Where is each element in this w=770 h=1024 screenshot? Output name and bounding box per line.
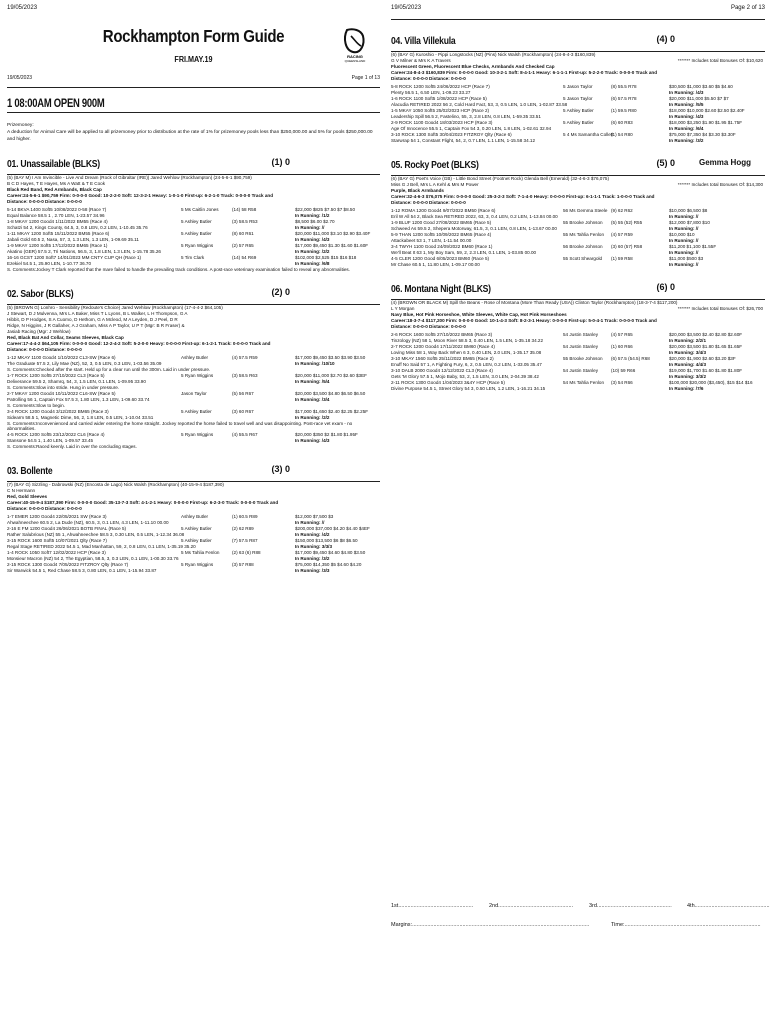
run-details: 4-5 ROCK 1200 Soft5 23/12/2022 CL6 (Race 4) bbox=[7, 432, 105, 438]
run-jockey: 5 Ashley Butler bbox=[181, 526, 212, 532]
in-running: In Running: 2/2/1 bbox=[669, 338, 707, 343]
divider bbox=[7, 174, 380, 175]
run-details: 2-11 ROCK 1300 Good4 1/04/2023 3&4Y HCP (Race 5) bbox=[391, 380, 505, 385]
run-result: Plenty 56.5 1, 6.50 LEN, 1-09.23 33.27 bbox=[391, 90, 471, 95]
run-prize-odds: $102,000 $2,525 $15 $16 $18 bbox=[295, 254, 357, 260]
run-result: Equal Balance 58.5 1 , 2.70 LEN, 1-23.57 34.96 bbox=[7, 212, 105, 218]
run-result-row bbox=[7, 415, 380, 421]
margins-line: Margins:.................................................................................................................... bbox=[391, 922, 590, 928]
run-prize-odds: $17,000 $9,450 $4.60 $4.80 $3.50 bbox=[295, 550, 366, 556]
run-details: 3-10 MKAY 1560 Soft5 25/11/2022 BM65 (Race 2) bbox=[391, 356, 494, 361]
run-barrier-weight: (1) 59 R58 bbox=[611, 256, 633, 261]
run-details: 1-9 BLUF 1200 Good 27/08/2022 BM65 (Race 5) bbox=[391, 220, 492, 225]
in-running: In Running: /4/2 bbox=[295, 532, 330, 538]
horse-info-line: Distance: 0-0-0-0 Distance: 0-0-0-0 bbox=[391, 200, 466, 205]
run-prize-odds: $150,000 $13,500 $6 $8 $6.50 bbox=[295, 538, 358, 544]
run-details: 1-6 ROCK 1100 Soft5 1/08/2022 HCP (Race 5) bbox=[391, 96, 487, 101]
barrier-weight: (2) 0 bbox=[271, 286, 290, 297]
run-barrier-weight: (3) 58.5 R53 bbox=[232, 218, 258, 224]
bonus-note: ******* Includes total Bonuses Of: $14,300 bbox=[677, 182, 763, 187]
run-jockey: 5 Ashley Butler bbox=[181, 538, 212, 544]
header-date: 19/05/2023 bbox=[7, 5, 38, 11]
page-header bbox=[391, 5, 765, 16]
divider bbox=[391, 51, 765, 52]
run-jockey: 5 Jason Taylor bbox=[563, 84, 593, 89]
run-row bbox=[7, 444, 380, 450]
run-result: Rather Salubrious (NZ) 55 1, Ahwahneechee 58.5 3, 0.30 LEN, 0.5 LEN, 1-12.34 36.08 bbox=[7, 532, 185, 538]
in-running: In Running: // bbox=[295, 520, 325, 526]
run-details: 1-7 ROCK 1200 Soft5 27/10/2022 CL3 (Race 5) bbox=[7, 372, 105, 378]
run-details: S. Comments:Slow to begin. bbox=[7, 402, 65, 408]
run-barrier-weight: (1) 60 R66 bbox=[611, 344, 633, 349]
in-running: In Running: /4/3 bbox=[669, 90, 704, 95]
in-running: In Running: /6/8 bbox=[295, 260, 330, 266]
in-running: In Running: /1/2 bbox=[295, 212, 330, 218]
in-running: In Running: // bbox=[669, 250, 699, 255]
in-running: In Running: // bbox=[295, 224, 325, 230]
run-prize-odds: $8,500 $6.00 $2.70 bbox=[295, 218, 335, 224]
run-barrier-weight: (4) 57 R65 bbox=[611, 332, 633, 337]
run-jockey: 5 Ashley Butler bbox=[181, 218, 212, 224]
run-result: Tinzology (NZ) 58 1, Moon River 58.5 3, 0.40 LEN, 1.5 LEN, 1-35.18 34.22 bbox=[391, 338, 544, 343]
run-result: Gets 'M Glory 57.5 1, Mojo Baby, 53, 2, 1.5 LEN, 3.0 LEN, 2-04.39 38.42 bbox=[391, 374, 539, 379]
run-details: 2-6 ROCK 1600 Soft5 27/10/2022 BM65 (Race 3) bbox=[391, 332, 493, 337]
run-details: 3-15 ROCK 1600 Soft5 10/07/2021 Qlty (Race 7) bbox=[7, 538, 107, 544]
barrier-weight: (3) 0 bbox=[271, 464, 290, 475]
run-details: 1-11 MKAY 1200 Soft5 15/11/2022 BM55 (Race 6) bbox=[7, 230, 110, 236]
prizemoney-detail: A deduction for Animal Care will be applied to all prizemoney prior to distribution at the rate of 1% for prizemoney pools less than $250,000.00 and 5% for pools $250,000.00 and higher. bbox=[7, 130, 373, 142]
run-result: Attackabeet 53 1, 7 LEN, 1-11.54 00.00 bbox=[391, 238, 472, 243]
run-jockey: 5 Ryan Wiggins bbox=[181, 242, 214, 248]
divider bbox=[391, 175, 765, 176]
run-result: Akatino (GER) 57.5 2, Tri Nations, 56.5, 3, 1.8 LEN, 1.3 LEN, 1-15.78 35.26 bbox=[7, 248, 161, 254]
run-details: 3-4 ROCK 1200 Good4 3/12/2022 BM65 (Race 3) bbox=[7, 408, 109, 414]
run-barrier-weight: (1) 59.5 R80 bbox=[611, 108, 637, 113]
run-prize-odds: $12,000 $7,800 $10 bbox=[669, 220, 710, 225]
run-details: 3-10 DALB 2000 Good4 12/12/2022 CL3 (Race 4) bbox=[391, 368, 493, 373]
run-barrier-weight: (2) 63 (6) R88 bbox=[232, 550, 261, 556]
horse-info-line: C N Hermann bbox=[7, 488, 36, 494]
divider bbox=[391, 19, 765, 20]
run-barrier-weight: (6) 60 R83 bbox=[611, 120, 633, 125]
margins-time-footer bbox=[391, 922, 765, 930]
run-barrier-weight: (1) 54 R80 bbox=[611, 132, 633, 137]
page-info-row bbox=[7, 75, 380, 86]
run-jockey: 54 Justin Stanley bbox=[563, 344, 598, 349]
run-result: Ezekiel 54.5 1, 25.90 LEN, 1-10.77 36.70 bbox=[7, 260, 92, 266]
run-barrier-weight: (3) 54 R66 bbox=[611, 380, 633, 385]
guide-title: Rockhampton Form Guide bbox=[102, 26, 285, 46]
run-prize-odds: $10,000 $10 bbox=[669, 232, 695, 237]
bonus-note: ******* Includes total Bonuses Of: $26,700 bbox=[677, 306, 763, 311]
run-jockey: 5 Jason Taylor bbox=[563, 96, 593, 101]
divider bbox=[7, 481, 380, 482]
owner-line bbox=[391, 58, 765, 64]
horse-info-line: Purple, Black Armbands bbox=[391, 188, 444, 193]
in-running: In Running: /10/10 bbox=[295, 360, 335, 366]
run-jockey: 55 Scott Sheargold bbox=[563, 256, 603, 261]
place-1st: 1st................................................. bbox=[391, 903, 474, 909]
place-2nd: 2nd................................................. bbox=[489, 903, 574, 909]
horse-info-line: Jasiab Racing (Mgr: J Wehlow) bbox=[7, 328, 71, 334]
run-prize-odds: $20,000 $3,500 $1.80 $1.65 $1.65F bbox=[669, 344, 743, 349]
horse-name: 04. Villa Villekula bbox=[391, 35, 456, 47]
page-number: Page 2 of 13 bbox=[730, 5, 765, 11]
in-running: In Running: 3/3/2 bbox=[669, 374, 707, 379]
svg-text:QUEENSLAND: QUEENSLAND bbox=[344, 59, 366, 63]
horse-name: 05. Rocky Poet (BLKS) bbox=[391, 159, 479, 171]
run-details: 5-14 BKVA 1400 Soft5 10/08/2022 0-58 (Race 7) bbox=[7, 206, 107, 212]
run-result: Monsieur Macron (NZ) 54 2, The Egyptian, 58.5, 3, 0.3 LEN, 0.1 LEN, 1-00.30 33.76 bbox=[7, 556, 179, 562]
run-result-row bbox=[391, 138, 765, 144]
run-result: Regal Stage RETIRED 2022 54.5 1, Mad Manhattan, 59, 2, 0.8 LEN, 0.1 LEN, 1-35.19 35.20 bbox=[7, 544, 196, 550]
owner-name: L Y Morgan bbox=[391, 306, 415, 311]
right-horse-list bbox=[391, 32, 765, 392]
run-barrier-weight: (14) 58 R58 bbox=[232, 206, 257, 212]
run-prize-odds: $20,000 $11,000 $2.70 $2.60 $3EF bbox=[295, 372, 367, 378]
run-prize-odds: $18,000 $3,250 $1.90 $1.95 $1.75F bbox=[669, 120, 743, 125]
run-prize-odds: $30,500 $1,000 $3.60 $5 $4.60 bbox=[669, 84, 733, 89]
run-prize-odds: $11,000 $500 $3 bbox=[669, 256, 704, 261]
place-4th: 4th................................................. bbox=[687, 903, 770, 909]
run-details: 1-8 MKAY 1200 Good4 1/11/2022 BM55 (Race 4) bbox=[7, 218, 108, 224]
run-details: 4-5 CLER 1200 Good 6/05/2023 BM60 (Race 5) bbox=[391, 256, 490, 261]
page-1-column bbox=[7, 5, 380, 574]
run-details: 2-7 MKAY 1200 Good4 10/11/2022 CL6-SW (Race 5) bbox=[7, 390, 116, 396]
divider bbox=[7, 304, 380, 305]
run-barrier-weight: (14) 54 R69 bbox=[232, 254, 257, 260]
in-running: In Running: /2/2 bbox=[295, 414, 330, 420]
run-jockey: 5 Ms Tahlia Fenlon bbox=[181, 550, 220, 556]
in-running: In Running: /2/2 bbox=[295, 248, 330, 254]
run-barrier-weight: (5) 55 (52) R55 bbox=[611, 220, 643, 225]
prizemoney-label: Prizemoney: bbox=[7, 123, 34, 129]
run-details: S. Comments:Checked after the start. Held up for a clear run until the 300m. Laid in under pressure. bbox=[7, 366, 211, 372]
horse-name: 03. Bollente bbox=[7, 465, 53, 478]
svg-text:RACING: RACING bbox=[347, 54, 363, 59]
run-details: 2-9 ROCK 1100 Good4 18/03/2023 HCP (Race 3) bbox=[391, 120, 493, 125]
pedigree-line: (6) (BAY G) Poet's Voice (GB) - Little Bond Street (Footnet Rock) Glenda Bell (Emerald) (32-4-6-3 $76,075) bbox=[391, 176, 609, 181]
horse-info-line: J Stewart, D J Mulvenna, Mrs L A Baker, Miss T L Lyons, B L Walker, L H Thompson, G A bbox=[7, 310, 188, 316]
run-prize-odds: $20,000 $11,000 $5.50 $7 $7 bbox=[669, 96, 729, 101]
run-result: Sir Warwick 54.5 1, Red Chase 58.5 3, 0.80 LEN, 0.1 LEN, 1-15.94 33.87 bbox=[7, 568, 157, 574]
run-details: 2-7 ROCK 1200 Good4 17/11/2022 BM60 (Race 4) bbox=[391, 344, 495, 349]
race-heading: 1 08:00AM OPEN 900M bbox=[7, 97, 105, 110]
horse-info-line: Career:17-4-4-2 $64,105 Firm: 0-0-0-0 Good: 12-2-4-2 Soft: 5-2-0-0 Heavy: 0-0-0-0 First-up: 6-1-2-1 Track: 0-0-0-0 Track and bbox=[7, 340, 271, 346]
place-3rd: 3rd................................................. bbox=[589, 903, 672, 909]
run-barrier-weight: (3) 60 R67 bbox=[232, 408, 254, 414]
run-prize-odds: $20,000 $11,000 $3.10 $2.90 $3.40F bbox=[295, 230, 371, 236]
owner-line bbox=[391, 306, 765, 312]
in-running: In Running: // bbox=[669, 226, 699, 231]
run-jockey: 55 Brooke Johnson bbox=[563, 220, 603, 225]
page-2-column bbox=[391, 5, 765, 392]
in-running: In Running: 3/4/3 bbox=[669, 350, 707, 355]
horse-info-line: Black Red Band, Red Armbands, Black Cap bbox=[7, 186, 102, 192]
horse-info-line: Distance: 0-0-0-0 Distance: 0-0-0-0 bbox=[391, 324, 466, 329]
horse-info-line: Career:32-4-6-3 $76,075 Firm: 0-0-0-0 Good: 25-3-2-3 Soft: 7-1-4-0 Heavy: 0-0-0-0 First-up: 6-1-1-1 Track: 1-0-0-0 Track and bbox=[391, 194, 655, 199]
run-result: Stansone 54.5 1, 1.40 LEN, 1-09.57 33.45 bbox=[7, 438, 94, 444]
run-jockey: Ashley Butler bbox=[181, 354, 209, 360]
horse-name: 01. Unassailable (BLKS) bbox=[7, 157, 100, 170]
horse-info-line: Navy Blue, Hot Pink Horseshoe, White Sleeves, White Cap, Hot Pink Horseshoes bbox=[391, 312, 567, 317]
run-details: 1-9 MKAY 1200 Soft5 17/12/2022 BM65 (Race 1) bbox=[7, 242, 108, 248]
horse-header bbox=[391, 280, 765, 300]
horse-info-line: Career:24-5-6-1 $90,759 Firm: 0-0-0-0 Good: 10-2-2-0 Soft: 12-3-2-1 Heavy: 1-0-1-0 First-up: 6-2-1-0 Track: 0-0-0-0 Track and bbox=[7, 192, 274, 198]
horse-info-line: Red, Gold Sleeves bbox=[7, 494, 48, 500]
run-jockey: 55 Ms Tahlia Fenlon bbox=[563, 232, 605, 237]
horse-header bbox=[7, 462, 380, 482]
run-jockey: 5 Ashley Butler bbox=[181, 230, 212, 236]
in-running: In Running: /3/4 bbox=[295, 396, 330, 402]
run-jockey: Jason Taylor bbox=[181, 390, 207, 396]
run-result: We'll Beat It 63 1, My Boy Sam, 59, 2, 2.3 LEN, 0.1 LEN, 1-03.85 00.00 bbox=[391, 250, 537, 255]
run-barrier-weight: (3) 60 (57) R58 bbox=[611, 244, 643, 249]
run-result-row bbox=[391, 262, 765, 268]
run-result: Alacudia RETIRED 2022 56 2, Cold Hard Fact, 53, 3, 0.5 LEN, 1.0 LEN, 1-02.87 33.58 bbox=[391, 102, 568, 107]
run-prize-odds: $100,000 $20,000 ($3,450), $15 $14 $16 bbox=[669, 380, 753, 385]
placings-footer bbox=[391, 903, 770, 911]
run-result: Jabali Gold 60.5 2, Nasa, 57, 3, 1.3 LEN, 1.3 LEN, 1-09.69 35.11 bbox=[7, 236, 139, 242]
horse-header bbox=[391, 32, 765, 52]
in-running: In Running: 3/3/3 bbox=[295, 544, 333, 550]
horse-info-line: B C D Hayes, T E Hayes, Ms A Watt & T E Cook bbox=[7, 180, 106, 186]
run-jockey: 56 Brooke Johnson bbox=[563, 244, 603, 249]
owner-line bbox=[391, 182, 765, 188]
racing-queensland-logo bbox=[341, 26, 369, 64]
run-barrier-weight: (3) 57 R88 bbox=[232, 562, 254, 568]
run-result: Loving Miss 58 1, Way Back When 6 3, 0.40 LEN, 2.0 LEN, 1-35.17 35.08 bbox=[391, 350, 542, 355]
horse-info-line: (5) (BAY M) I Am Invincible - Live And Dream (Rock of Gibraltar (IRE)) Jared Wehlow (Rockhampton) (24-5-6-1 $90,759) bbox=[7, 174, 252, 180]
jockey-name: Gemma Hogg bbox=[698, 158, 751, 167]
run-result-row bbox=[391, 386, 765, 392]
horse-name: 06. Montana Night (BLKS) bbox=[391, 283, 491, 295]
run-result: Age Of Innocence 55.5 1, Captain Fox 54 3, 0.20 LEN, 1.8 LEN, 1-02.61 32.94 bbox=[391, 126, 552, 131]
run-prize-odds: $75,000 $14,350 $5 $4.60 $4.20 bbox=[295, 562, 362, 568]
run-jockey: 5 Ryan Wiggins bbox=[181, 372, 214, 378]
horse-info-line: Distance: 0-0-0-0 Distance: 0-0-0-0 bbox=[7, 506, 82, 512]
meeting-date: FRI.MAY.19 bbox=[174, 55, 213, 65]
run-prize-odds: $20,000 $3,500 $2.40 $2.80 $2.60F bbox=[669, 332, 743, 337]
run-jockey: 54 Justin Stanley bbox=[563, 332, 598, 337]
run-jockey: Ashley Butler bbox=[181, 514, 209, 520]
in-running: In Running: /4/3 bbox=[669, 114, 704, 119]
run-prize-odds: $18,000 $10,000 $2.60 $2.50 $2.40F bbox=[669, 108, 745, 113]
time-line: Time:......................................................................................... bbox=[611, 922, 761, 928]
run-barrier-weight: (10) 59 R66 bbox=[611, 368, 636, 373]
run-prize-odds: $22,000 $825 $7.50 $7 $8.50 bbox=[295, 206, 356, 212]
barrier-weight: (5) 0 bbox=[656, 158, 675, 168]
run-result: Mr Chase 60.5 1, 11.80 LEN, 1-09.17 00.00 bbox=[391, 262, 480, 267]
run-prize-odds: $20,000 $3,500 $4.80 $6.50 $6.50 bbox=[295, 390, 366, 396]
page-number: Page 1 of 13 bbox=[351, 74, 380, 81]
run-barrier-weight: (4) 55.5 R67 bbox=[232, 432, 258, 438]
run-details: 1-12 MKAY 1100 Good4 1/10/2022 CL3-SW (Race 6) bbox=[7, 354, 116, 360]
run-details: 3-4 TWYH 1100 Good 24/09/2022 BM60 (Race 1) bbox=[391, 244, 493, 249]
owner-name: G V Milner & Mrs K A Travers bbox=[391, 58, 451, 63]
run-prize-odds: $75,000 $7,350 $4 $3.30 $3.30F bbox=[669, 132, 736, 137]
bonus-note: ******* Includes total Bonuses Of: $10,620 bbox=[677, 58, 763, 63]
in-running: In Running: 4/4/3 bbox=[669, 362, 707, 367]
pedigree-line: (6) (BAY G) Kuroshio - Pippi Longstocks (NZ) (Pins) Nick Walsh (Rockhampton) (24-8-4-3 $160,839) bbox=[391, 52, 596, 57]
run-result: Schweed As 59.5 2, Shepera Motorway, 61.5, 3, 0.1 LEN, 0.8 LEN, 1-13.67 00.00 bbox=[391, 226, 557, 231]
run-result: Sidearm 58.5 1, Magnetic Dime, 56, 2, 1.8 LEN, 0.5 LEN, 1-10.04 33.51 bbox=[7, 414, 154, 420]
run-jockey: 5 Ashley Butler bbox=[563, 120, 594, 125]
run-result: Ahwahneechee 60.5 2, La Dude (NZ), 60.5, 3, 0.1 LEN, 4.3 LEN, 1-11.10 00.00 bbox=[7, 520, 169, 526]
in-running: In Running: /3/3 bbox=[295, 568, 330, 574]
run-barrier-weight: (8) 60 R61 bbox=[232, 230, 254, 236]
in-running: In Running: /4/3 bbox=[295, 236, 330, 242]
run-barrier-weight: (1) 60.5 R89 bbox=[232, 514, 258, 520]
run-jockey: 5 Ryan Wiggins bbox=[181, 432, 214, 438]
run-details: 2-16 E FM 1200 Good4 26/06/2021 BOTB FINAL (Race 5) bbox=[7, 526, 127, 532]
horse-info-line: (5) (BROWN G) Lonhro - Sensibility (Redoute's Choice) Jared Wehlow (Rockhampton) (17-4-4-2 $64,105) bbox=[7, 304, 223, 310]
run-result: The Graduate 57.5 2, Lily Mae (NZ), 52, 3, 0.5 LEN, 0.3 LEN, 1-03.56 35.09 bbox=[7, 360, 162, 366]
in-running: In Running: // bbox=[669, 214, 699, 219]
barrier-weight: (4) 0 bbox=[656, 34, 675, 44]
in-running: In Running: /5/5 bbox=[669, 102, 704, 107]
run-details: 5-9 THAN 1200 Soft5 10/09/2022 BM65 (Race 4) bbox=[391, 232, 492, 237]
run-prize-odds: $17,000 $1,650 $2.40 $2.25 $2.25F bbox=[295, 408, 369, 414]
run-prize-odds: $19,000 $1,700 $1.60 $1.80 $1.80F bbox=[669, 368, 743, 373]
in-running: In Running: /4/3 bbox=[295, 438, 330, 444]
run-result: Divine Purpose 54.5 1, Street Glory 54 3, 0.50 LEN, 1.2 LEN, 1-16.21 34.15 bbox=[391, 386, 546, 391]
run-jockey: 54 Ms Tahlia Fenlon bbox=[563, 380, 605, 385]
in-running: In Running: // bbox=[669, 262, 699, 267]
horse-name: 02. Sabor (BLKS) bbox=[7, 287, 74, 300]
horse-info-line: Ridge, N Higgins, J R Gallaher, A J Graham, Miss A P Taylor, U P T (Mgr: B R Fraser) & bbox=[7, 322, 185, 328]
in-running: In Running: // bbox=[669, 238, 699, 243]
horse-info-line: Distance: 0-0-0-0 Distance: 0-0-0-0 bbox=[7, 346, 82, 352]
run-jockey: 55 Brooke Johnson bbox=[563, 356, 603, 361]
run-details: 1-5 MKAY 1050 Soft5 25/02/2023 HCP (Race 2) bbox=[391, 108, 490, 113]
page-date: 19/05/2023 bbox=[7, 74, 33, 81]
pedigree-line: (4) (BROWN OR BLACK M) Spill the Beans - Rose of Montana (More Than Ready (USA)) Clinton Taylor (Rockhampton) (18-3-7-4 $117,200) bbox=[391, 300, 678, 305]
run-details: 1-12 ROMA 1200 Good4 9/07/2022 BM50 (Race 6) bbox=[391, 208, 496, 213]
run-barrier-weight: (8) 55.5 R78 bbox=[611, 84, 637, 89]
run-result: Starwrap 54 1, Constant Flight, 54, 2, 0.7 LEN, 1.1 LEN, 1-15.58 34.12 bbox=[391, 138, 536, 143]
run-result: Eril W All 54 2, Black Sea RETIRED 2022, 63, 3, 0.4 LEN, 0.2 LEN, 1-13.84 00.00 bbox=[391, 214, 558, 219]
run-result: Schatzi 54 2, Kings County, 64.5, 3, 0.8 LEN, 0.2 LEN, 1-10.45 35.76 bbox=[7, 224, 148, 230]
run-jockey: 5 Tim Clark bbox=[181, 254, 205, 260]
run-details: 1-4 ROCK 1050 Soft7 12/02/2022 HCP (Race 3) bbox=[7, 550, 106, 556]
run-barrier-weight: (6) 57.5 (54.5) R68 bbox=[611, 356, 650, 361]
divider bbox=[391, 299, 765, 300]
in-running: In Running: /6/4 bbox=[669, 126, 704, 131]
run-barrier-weight: (6) 57.5 R78 bbox=[611, 96, 637, 101]
run-barrier-weight: (7) 57.5 R87 bbox=[232, 538, 258, 544]
horse-info-line: Distance: 0-0-0-0 Distance: 0-0-0-0 bbox=[391, 76, 466, 81]
run-result-row bbox=[7, 261, 380, 267]
run-details: 1-7 EMER 1200 Good4 22/05/2021 SW (Race 3) bbox=[7, 514, 107, 520]
horse-info-line: Distance: 0-0-0-0 Distance: 0-0-0-0 bbox=[7, 198, 82, 204]
run-details: 3-10 ROCK 1300 Soft5 30/04/2023 FITZROY Qlty (Race 6) bbox=[391, 132, 512, 137]
horse-header bbox=[7, 155, 380, 175]
run-jockey: 54 Justin Stanley bbox=[563, 368, 598, 373]
run-prize-odds: $10,000 $6,500 $8 bbox=[669, 208, 708, 213]
horse-info-line: Fluorescent Green, Fluorescent Blue Checks, Armbands And Checked Cap bbox=[391, 64, 555, 69]
run-details: S. Comments:Raced keenly. Laid in over the concluding stages. bbox=[7, 444, 137, 450]
run-prize-odds: $20,000 $350 $2 $1.80 $1.95F bbox=[295, 432, 358, 438]
header-date: 19/05/2023 bbox=[391, 5, 422, 11]
run-result: Patrolling 56 1, Captain Fox 57.5 3, 1.80 LEN, 1.3 LEN, 1-09.60 33.74 bbox=[7, 396, 150, 402]
run-jockey: 5 Ashley Butler bbox=[181, 408, 212, 414]
horse-info-line: Hibbit, D P Hodges, S A Cuomo, D Hethom, G A Mcleod, M A Leyden, D J Peel, D R bbox=[7, 316, 178, 322]
divider bbox=[7, 112, 380, 113]
run-details: S. Comments:Slow into stride. Hung in under pressure. bbox=[7, 384, 120, 390]
barrier-weight: (1) 0 bbox=[271, 156, 290, 167]
run-prize-odds: $12,000 $7,500 $3 bbox=[295, 514, 334, 520]
page-header bbox=[7, 5, 380, 16]
run-barrier-weight: (5) 56 R67 bbox=[232, 390, 254, 396]
run-barrier-weight: (4) 57 R59 bbox=[611, 232, 633, 237]
owner-name: Miss G J Bell, Mrs L A Kehl & Mrs M Power bbox=[391, 182, 479, 187]
run-jockey: 5 Ryan Wiggins bbox=[181, 562, 214, 568]
horse-info-line: (7) (BAY G) Sizzling - Dabrowski (NZ) (Encosta de Lago) Nick Walsh (Rockhampton) (40-15-9-4 $187,390) bbox=[7, 482, 224, 488]
run-jockey: 56 Ms Gemma Steele bbox=[563, 208, 608, 213]
in-running: In Running: /5/4 bbox=[295, 378, 330, 384]
run-barrier-weight: (2) 62 R89 bbox=[232, 526, 254, 532]
run-details: 2-15 ROCK 1300 Good4 7/05/2022 FITZROY Qlty (Race 7) bbox=[7, 562, 129, 568]
run-details: 16-16 GCST 1200 Soft7 14/01/2023 MM CNTY CUP QH (Race 1) bbox=[7, 254, 142, 260]
horse-info-line: Red, Black Bat And Collar, Seams Sleeves, Black Cap bbox=[7, 334, 124, 340]
run-prize-odds: $17,000 $9,450 $1.30 $1.60 $1.60F bbox=[295, 242, 369, 248]
run-prize-odds: $17,000 $9,450 $3.50 $3.90 $3.50 bbox=[295, 354, 366, 360]
run-barrier-weight: (3) 58.5 R63 bbox=[232, 372, 258, 378]
horse-info-line: Career:40-15-9-4 $187,390 Firm: 0-0-0-0 Good: 35-13-7-3 Soft: 4-1-2-1 Heavy: 0-0-0-0 First-up: 6-2-3-0 Track: 0-0-0-0 Track and bbox=[7, 500, 279, 506]
run-prize-odds: $200,000 $37,000 $4.20 $4.40 $4EF bbox=[295, 526, 370, 532]
run-result: Deliverance 59.5 2, Shamrq, 54, 3, 1.5 LEN, 0.1 LEN, 1-09.95 33.90 bbox=[7, 378, 146, 384]
left-horse-list bbox=[7, 155, 380, 575]
run-jockey: 5 Ashley Butler bbox=[563, 108, 594, 113]
run-prize-odds: $20,000 $1,900 $2.60 $3.20 $3F bbox=[669, 356, 736, 361]
run-result: Leadership Spill 56.5 2, Fastelino, 55, 3, 2.8 LEN, 0.8 LEN, 1-59.35 33.51 bbox=[391, 114, 541, 119]
in-running: In Running: /3/2 bbox=[295, 556, 330, 562]
run-details: 5-8 ROCK 1200 Soft5 24/06/2022 HCP (Race 7) bbox=[391, 84, 490, 89]
steward-comment: S. Comments:Inconvenienced and carried wider entering the home straight. Jockey reported the horse failed to travel well and was disappointing. Post-race vet exam - no abnormalities. bbox=[7, 420, 353, 432]
horse-info-line: Career:18-3-7-4 $117,200 Firm: 0-0-0-0 Good: 10-1-4-3 Soft: 8-2-3-1 Heavy: 0-0-0-0 First-up: 5-0-4-1 Track: 0-0-0-0 Track and bbox=[391, 318, 657, 323]
run-result: Enuff No Said 57 1, A Fighting Fury, 6, 2, 0.5 LEN, 0.2 LEN, 1-33.05 35.47 bbox=[391, 362, 542, 367]
run-barrier-weight: (2) 57 R65 bbox=[232, 242, 254, 248]
divider bbox=[7, 87, 380, 88]
form-guide-page-2 bbox=[385, 0, 770, 1024]
run-jockey: 5 4 Ms Samantha Collett bbox=[563, 132, 614, 137]
steward-comment: S. Comments:Jockey T Clark reported that the mare failed to handle the prevailing track conditions. A post-race veterinary examination failed to reveal any abnormalities. bbox=[7, 266, 351, 272]
horse-info-line: Career:24-8-4-3 $160,839 Firm: 0-0-0-0 Good: 10-3-2-1 Soft: 8-4-1-1 Heavy: 6-1-1-1 First-up: 5-2-2-0 Track: 0-0-0-0 Track and bbox=[391, 70, 658, 75]
in-running: In Running: /3/2 bbox=[669, 138, 704, 143]
run-barrier-weight: (9) 62 R62 bbox=[611, 208, 633, 213]
barrier-weight: (6) 0 bbox=[656, 282, 675, 292]
horse-header bbox=[391, 156, 765, 176]
in-running: In Running: /7/6 bbox=[669, 386, 704, 391]
run-prize-odds: $11,200 $1,100 $1.55F bbox=[669, 244, 717, 249]
horse-header bbox=[7, 285, 380, 305]
run-barrier-weight: (4) 57.5 R59 bbox=[232, 354, 258, 360]
run-jockey: 5 Ms Caitlin Jones bbox=[181, 206, 219, 212]
run-result-row bbox=[7, 568, 380, 574]
